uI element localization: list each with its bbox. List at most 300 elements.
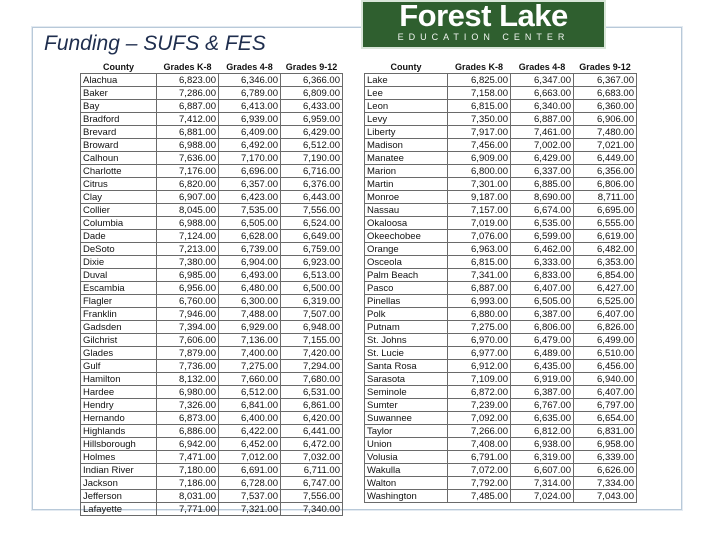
table-row — [81, 282, 343, 295]
amount-cell: 7,380.00 — [157, 256, 219, 269]
amount-cell: 6,357.00 — [219, 178, 281, 191]
amount-cell: 6,886.00 — [157, 425, 219, 438]
amount-cell: 6,980.00 — [157, 386, 219, 399]
amount-cell: 6,695.00 — [574, 204, 637, 217]
amount-cell: 6,441.00 — [281, 425, 343, 438]
table-row — [81, 334, 343, 347]
column-header-grades-9-12: Grades 9-12 — [285, 61, 338, 72]
amount-cell: 6,420.00 — [281, 412, 343, 425]
county-cell: Flagler — [81, 295, 157, 308]
county-cell: Marion — [365, 165, 448, 178]
amount-cell: 8,132.00 — [157, 373, 219, 386]
county-cell: Taylor — [365, 425, 448, 438]
county-cell: Franklin — [81, 308, 157, 321]
amount-cell: 7,537.00 — [219, 490, 281, 503]
amount-cell: 7,636.00 — [157, 152, 219, 165]
table-row — [365, 386, 637, 399]
table-row — [81, 139, 343, 152]
amount-cell: 7,021.00 — [574, 139, 637, 152]
table-row — [81, 165, 343, 178]
amount-cell: 6,607.00 — [511, 464, 574, 477]
amount-cell: 7,213.00 — [157, 243, 219, 256]
amount-cell: 6,919.00 — [511, 373, 574, 386]
amount-cell: 6,825.00 — [448, 74, 511, 87]
amount-cell: 6,353.00 — [574, 256, 637, 269]
amount-cell: 6,887.00 — [448, 282, 511, 295]
table-row — [365, 295, 637, 308]
amount-cell: 6,340.00 — [511, 100, 574, 113]
table-row — [365, 87, 637, 100]
county-cell: Putnam — [365, 321, 448, 334]
amount-cell: 6,413.00 — [219, 100, 281, 113]
table-row — [81, 269, 343, 282]
amount-cell: 6,826.00 — [574, 321, 637, 334]
amount-cell: 6,387.00 — [511, 308, 574, 321]
table-row — [365, 165, 637, 178]
logo-main-text: Forest Lake — [399, 0, 568, 33]
amount-cell: 7,334.00 — [574, 477, 637, 490]
amount-cell: 7,321.00 — [219, 503, 281, 516]
amount-cell: 7,109.00 — [448, 373, 511, 386]
table-row — [81, 412, 343, 425]
amount-cell: 6,691.00 — [219, 464, 281, 477]
county-cell: St. Johns — [365, 334, 448, 347]
county-cell: Santa Rosa — [365, 360, 448, 373]
table-row — [365, 191, 637, 204]
table-row — [365, 425, 637, 438]
amount-cell: 6,367.00 — [574, 74, 637, 87]
amount-cell: 6,823.00 — [157, 74, 219, 87]
table-row — [81, 191, 343, 204]
amount-cell: 6,938.00 — [511, 438, 574, 451]
amount-cell: 7,879.00 — [157, 347, 219, 360]
column-header-county: County — [390, 61, 422, 72]
amount-cell: 7,176.00 — [157, 165, 219, 178]
amount-cell: 7,556.00 — [281, 204, 343, 217]
amount-cell: 6,806.00 — [511, 321, 574, 334]
amount-cell: 6,854.00 — [574, 269, 637, 282]
table-row — [81, 178, 343, 191]
county-cell: Okeechobee — [365, 230, 448, 243]
table-row — [365, 126, 637, 139]
amount-cell: 7,314.00 — [511, 477, 574, 490]
county-cell: Charlotte — [81, 165, 157, 178]
amount-cell: 6,400.00 — [219, 412, 281, 425]
table-row — [365, 360, 637, 373]
county-cell: Leon — [365, 100, 448, 113]
amount-cell: 6,407.00 — [574, 308, 637, 321]
amount-cell: 7,239.00 — [448, 399, 511, 412]
table-row — [365, 243, 637, 256]
county-cell: Polk — [365, 308, 448, 321]
amount-cell: 7,485.00 — [448, 490, 511, 503]
amount-cell: 6,716.00 — [281, 165, 343, 178]
amount-cell: 6,555.00 — [574, 217, 637, 230]
amount-cell: 6,599.00 — [511, 230, 574, 243]
county-cell: Lafayette — [81, 503, 157, 516]
table-row — [81, 425, 343, 438]
county-cell: Washington — [365, 490, 448, 503]
table-row — [81, 126, 343, 139]
amount-cell: 6,970.00 — [448, 334, 511, 347]
amount-cell: 7,420.00 — [281, 347, 343, 360]
amount-cell: 6,429.00 — [281, 126, 343, 139]
amount-cell: 6,628.00 — [219, 230, 281, 243]
logo-sub-text: EDUCATION CENTER — [397, 32, 570, 42]
county-cell: Union — [365, 438, 448, 451]
amount-cell: 7,341.00 — [448, 269, 511, 282]
amount-cell: 6,346.00 — [219, 74, 281, 87]
amount-cell: 7,471.00 — [157, 451, 219, 464]
amount-cell: 6,512.00 — [281, 139, 343, 152]
table-row — [81, 204, 343, 217]
amount-cell: 7,275.00 — [219, 360, 281, 373]
county-cell: Hendry — [81, 399, 157, 412]
county-cell: Madison — [365, 139, 448, 152]
table-row — [81, 113, 343, 126]
amount-cell: 6,956.00 — [157, 282, 219, 295]
amount-cell: 6,988.00 — [157, 217, 219, 230]
table-row — [365, 113, 637, 126]
county-cell: Holmes — [81, 451, 157, 464]
table-row — [365, 490, 637, 503]
amount-cell: 6,619.00 — [574, 230, 637, 243]
table-row — [81, 243, 343, 256]
amount-cell: 7,294.00 — [281, 360, 343, 373]
amount-cell: 6,800.00 — [448, 165, 511, 178]
amount-cell: 7,180.00 — [157, 464, 219, 477]
county-cell: Glades — [81, 347, 157, 360]
county-cell: Walton — [365, 477, 448, 490]
funding-table-right — [364, 61, 637, 503]
amount-cell: 6,531.00 — [281, 386, 343, 399]
amount-cell: 7,792.00 — [448, 477, 511, 490]
table-row — [365, 204, 637, 217]
amount-cell: 6,885.00 — [511, 178, 574, 191]
amount-cell: 6,423.00 — [219, 191, 281, 204]
amount-cell: 6,339.00 — [574, 451, 637, 464]
amount-cell: 6,880.00 — [448, 308, 511, 321]
amount-cell: 6,988.00 — [157, 139, 219, 152]
slide-title: Funding – SUFS & FES — [44, 32, 266, 55]
amount-cell: 6,510.00 — [574, 347, 637, 360]
amount-cell: 6,674.00 — [511, 204, 574, 217]
amount-cell: 6,993.00 — [448, 295, 511, 308]
county-cell: Escambia — [81, 282, 157, 295]
county-cell: Highlands — [81, 425, 157, 438]
amount-cell: 6,820.00 — [157, 178, 219, 191]
amount-cell: 6,959.00 — [281, 113, 343, 126]
amount-cell: 7,771.00 — [157, 503, 219, 516]
table-row — [365, 230, 637, 243]
county-cell: Bradford — [81, 113, 157, 126]
amount-cell: 6,337.00 — [511, 165, 574, 178]
amount-cell: 7,461.00 — [511, 126, 574, 139]
table-row — [81, 100, 343, 113]
table-row — [365, 477, 637, 490]
amount-cell: 6,407.00 — [511, 282, 574, 295]
table-row — [365, 451, 637, 464]
amount-cell: 6,711.00 — [281, 464, 343, 477]
table-row — [365, 178, 637, 191]
table-row — [81, 230, 343, 243]
table-row — [81, 438, 343, 451]
amount-cell: 7,660.00 — [219, 373, 281, 386]
county-cell: Wakulla — [365, 464, 448, 477]
amount-cell: 7,155.00 — [281, 334, 343, 347]
amount-cell: 8,031.00 — [157, 490, 219, 503]
amount-cell: 7,092.00 — [448, 412, 511, 425]
amount-cell: 6,940.00 — [574, 373, 637, 386]
amount-cell: 7,535.00 — [219, 204, 281, 217]
amount-cell: 7,072.00 — [448, 464, 511, 477]
table-row — [365, 412, 637, 425]
amount-cell: 7,286.00 — [157, 87, 219, 100]
amount-cell: 6,841.00 — [219, 399, 281, 412]
county-cell: Gilchrist — [81, 334, 157, 347]
amount-cell: 6,942.00 — [157, 438, 219, 451]
amount-cell: 6,443.00 — [281, 191, 343, 204]
table-row — [81, 399, 343, 412]
amount-cell: 7,556.00 — [281, 490, 343, 503]
county-cell: Collier — [81, 204, 157, 217]
amount-cell: 7,136.00 — [219, 334, 281, 347]
amount-cell: 6,728.00 — [219, 477, 281, 490]
county-cell: Jackson — [81, 477, 157, 490]
amount-cell: 6,683.00 — [574, 87, 637, 100]
table-row — [365, 308, 637, 321]
county-cell: Osceola — [365, 256, 448, 269]
amount-cell: 6,492.00 — [219, 139, 281, 152]
amount-cell: 7,186.00 — [157, 477, 219, 490]
amount-cell: 7,158.00 — [448, 87, 511, 100]
amount-cell: 6,376.00 — [281, 178, 343, 191]
table-row — [81, 295, 343, 308]
table-row — [365, 282, 637, 295]
amount-cell: 7,400.00 — [219, 347, 281, 360]
county-cell: Martin — [365, 178, 448, 191]
amount-cell: 6,881.00 — [157, 126, 219, 139]
county-cell: Broward — [81, 139, 157, 152]
table-row — [81, 360, 343, 373]
county-cell: Pasco — [365, 282, 448, 295]
amount-cell: 6,479.00 — [511, 334, 574, 347]
amount-cell: 7,190.00 — [281, 152, 343, 165]
county-cell: Suwannee — [365, 412, 448, 425]
table-row — [81, 477, 343, 490]
amount-cell: 6,906.00 — [574, 113, 637, 126]
column-header-grades-k8: Grades K-8 — [163, 61, 212, 72]
amount-cell: 8,711.00 — [574, 191, 637, 204]
amount-cell: 6,887.00 — [157, 100, 219, 113]
amount-cell: 7,032.00 — [281, 451, 343, 464]
amount-cell: 7,680.00 — [281, 373, 343, 386]
amount-cell: 6,887.00 — [511, 113, 574, 126]
amount-cell: 6,387.00 — [511, 386, 574, 399]
amount-cell: 6,904.00 — [219, 256, 281, 269]
county-cell: Volusia — [365, 451, 448, 464]
county-cell: Nassau — [365, 204, 448, 217]
table-row — [365, 373, 637, 386]
amount-cell: 6,360.00 — [574, 100, 637, 113]
table-row — [365, 217, 637, 230]
amount-cell: 6,739.00 — [219, 243, 281, 256]
county-cell: Dade — [81, 230, 157, 243]
county-cell: Seminole — [365, 386, 448, 399]
amount-cell: 6,462.00 — [511, 243, 574, 256]
amount-cell: 6,319.00 — [511, 451, 574, 464]
county-cell: Levy — [365, 113, 448, 126]
amount-cell: 6,525.00 — [574, 295, 637, 308]
amount-cell: 6,963.00 — [448, 243, 511, 256]
amount-cell: 6,472.00 — [281, 438, 343, 451]
amount-cell: 6,833.00 — [511, 269, 574, 282]
county-cell: Duval — [81, 269, 157, 282]
amount-cell: 6,449.00 — [574, 152, 637, 165]
table-row — [365, 139, 637, 152]
county-cell: Orange — [365, 243, 448, 256]
forest-lake-logo — [361, 0, 606, 49]
amount-cell: 6,456.00 — [574, 360, 637, 373]
amount-cell: 7,394.00 — [157, 321, 219, 334]
amount-cell: 6,347.00 — [511, 74, 574, 87]
amount-cell: 6,366.00 — [281, 74, 343, 87]
table-row — [365, 438, 637, 451]
table-row — [81, 386, 343, 399]
amount-cell: 7,946.00 — [157, 308, 219, 321]
county-cell: Gulf — [81, 360, 157, 373]
table-row — [365, 100, 637, 113]
county-cell: Hernando — [81, 412, 157, 425]
amount-cell: 6,797.00 — [574, 399, 637, 412]
column-header-grades-9-12: Grades 9-12 — [579, 61, 631, 72]
table-row — [81, 152, 343, 165]
amount-cell: 6,512.00 — [219, 386, 281, 399]
county-cell: Citrus — [81, 178, 157, 191]
amount-cell: 6,767.00 — [511, 399, 574, 412]
amount-cell: 6,422.00 — [219, 425, 281, 438]
county-cell: Calhoun — [81, 152, 157, 165]
amount-cell: 6,452.00 — [219, 438, 281, 451]
amount-cell: 6,499.00 — [574, 334, 637, 347]
amount-cell: 6,535.00 — [511, 217, 574, 230]
county-cell: Manatee — [365, 152, 448, 165]
county-cell: Pinellas — [365, 295, 448, 308]
table-row — [365, 74, 637, 87]
amount-cell: 7,124.00 — [157, 230, 219, 243]
amount-cell: 6,429.00 — [511, 152, 574, 165]
amount-cell: 6,649.00 — [281, 230, 343, 243]
amount-cell: 7,412.00 — [157, 113, 219, 126]
amount-cell: 7,488.00 — [219, 308, 281, 321]
amount-cell: 6,985.00 — [157, 269, 219, 282]
amount-cell: 7,350.00 — [448, 113, 511, 126]
amount-cell: 6,907.00 — [157, 191, 219, 204]
county-cell: Liberty — [365, 126, 448, 139]
column-header-county: County — [103, 61, 134, 72]
amount-cell: 6,929.00 — [219, 321, 281, 334]
amount-cell: 6,635.00 — [511, 412, 574, 425]
amount-cell: 6,696.00 — [219, 165, 281, 178]
county-cell: Bay — [81, 100, 157, 113]
amount-cell: 6,909.00 — [448, 152, 511, 165]
table-header-row — [365, 61, 637, 74]
amount-cell: 6,489.00 — [511, 347, 574, 360]
table-row — [81, 217, 343, 230]
county-cell: Lake — [365, 74, 448, 87]
amount-cell: 6,759.00 — [281, 243, 343, 256]
county-cell: Sarasota — [365, 373, 448, 386]
amount-cell: 6,663.00 — [511, 87, 574, 100]
county-cell: Clay — [81, 191, 157, 204]
amount-cell: 7,480.00 — [574, 126, 637, 139]
amount-cell: 6,809.00 — [281, 87, 343, 100]
county-cell: Jefferson — [81, 490, 157, 503]
table-row — [81, 256, 343, 269]
amount-cell: 7,076.00 — [448, 230, 511, 243]
table-row — [81, 74, 343, 87]
amount-cell: 6,356.00 — [574, 165, 637, 178]
amount-cell: 6,873.00 — [157, 412, 219, 425]
county-cell: Dixie — [81, 256, 157, 269]
amount-cell: 7,408.00 — [448, 438, 511, 451]
funding-table-left — [80, 61, 343, 516]
amount-cell: 6,505.00 — [511, 295, 574, 308]
table-row — [365, 256, 637, 269]
amount-cell: 6,654.00 — [574, 412, 637, 425]
column-header-grades-4-8: Grades 4-8 — [226, 61, 273, 72]
county-cell: Monroe — [365, 191, 448, 204]
amount-cell: 9,187.00 — [448, 191, 511, 204]
table-row — [81, 503, 343, 516]
county-cell: Brevard — [81, 126, 157, 139]
amount-cell: 6,524.00 — [281, 217, 343, 230]
amount-cell: 6,513.00 — [281, 269, 343, 282]
amount-cell: 6,409.00 — [219, 126, 281, 139]
amount-cell: 6,789.00 — [219, 87, 281, 100]
amount-cell: 7,170.00 — [219, 152, 281, 165]
amount-cell: 6,831.00 — [574, 425, 637, 438]
amount-cell: 7,002.00 — [511, 139, 574, 152]
amount-cell: 6,923.00 — [281, 256, 343, 269]
county-cell: DeSoto — [81, 243, 157, 256]
amount-cell: 6,427.00 — [574, 282, 637, 295]
amount-cell: 7,326.00 — [157, 399, 219, 412]
table-row — [81, 373, 343, 386]
county-cell: Columbia — [81, 217, 157, 230]
table-row — [365, 334, 637, 347]
table-row — [81, 308, 343, 321]
column-header-grades-k8: Grades K-8 — [454, 61, 504, 72]
county-cell: Hardee — [81, 386, 157, 399]
amount-cell: 7,024.00 — [511, 490, 574, 503]
table-row — [81, 321, 343, 334]
amount-cell: 6,480.00 — [219, 282, 281, 295]
county-cell: Indian River — [81, 464, 157, 477]
amount-cell: 6,939.00 — [219, 113, 281, 126]
amount-cell: 6,812.00 — [511, 425, 574, 438]
table-row — [81, 464, 343, 477]
amount-cell: 6,791.00 — [448, 451, 511, 464]
amount-cell: 8,690.00 — [511, 191, 574, 204]
amount-cell: 6,433.00 — [281, 100, 343, 113]
amount-cell: 7,012.00 — [219, 451, 281, 464]
county-cell: Hamilton — [81, 373, 157, 386]
amount-cell: 6,505.00 — [219, 217, 281, 230]
column-header-grades-4-8: Grades 4-8 — [518, 61, 566, 72]
table-row — [365, 347, 637, 360]
amount-cell: 7,157.00 — [448, 204, 511, 217]
